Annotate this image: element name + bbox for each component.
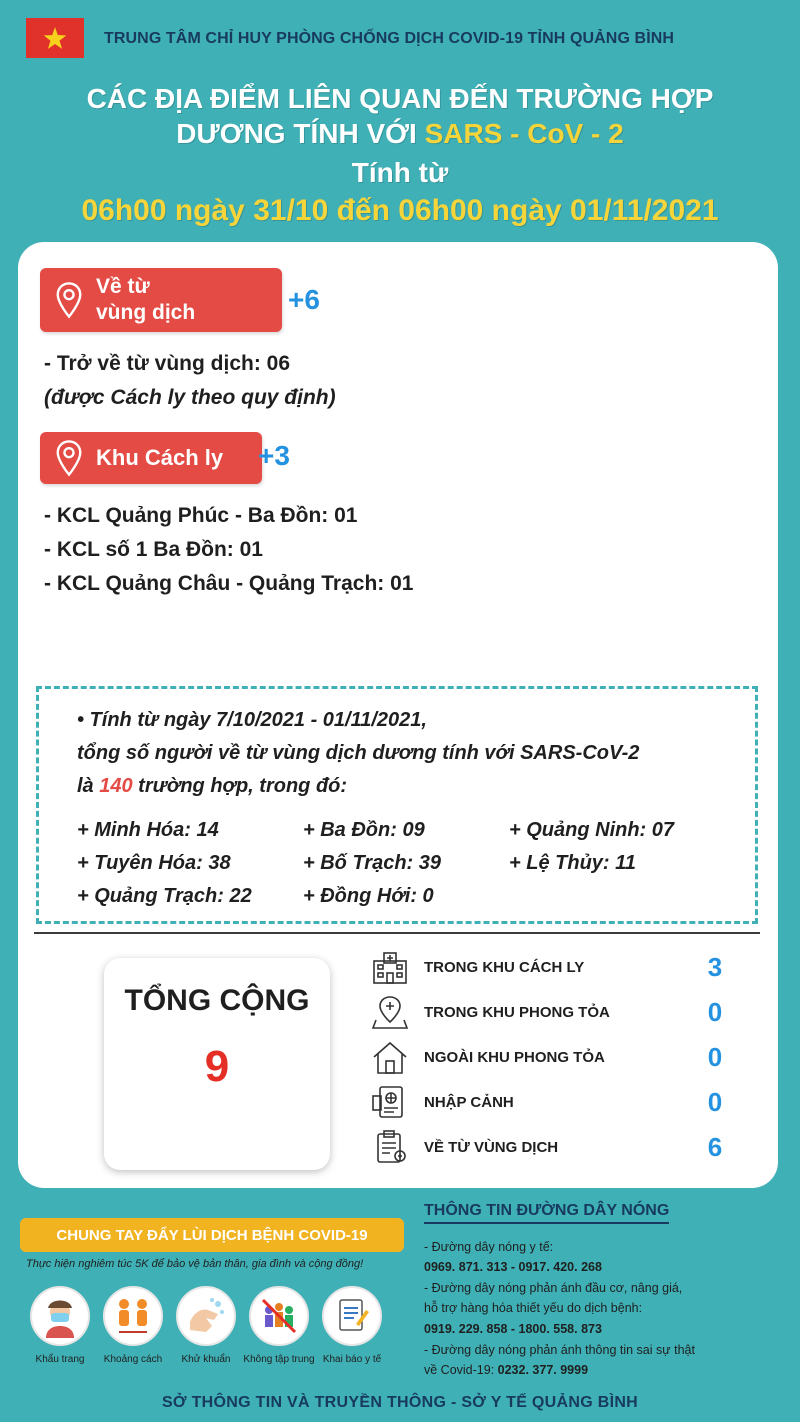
stat-row: [370, 1038, 730, 1076]
distance-icon: [103, 1286, 163, 1346]
hotline-line: hỗ trợ hàng hóa thiết yếu do dịch bệnh:: [424, 1301, 643, 1315]
passport-icon: [370, 1084, 410, 1120]
main-card: [18, 242, 778, 1188]
list-item: - KCL số 1 Ba Đồn: 01: [44, 538, 263, 561]
tag-quarantine: Khu Cách ly: [40, 432, 262, 484]
stat-value: 0: [707, 996, 723, 1027]
hand-wash-icon: [176, 1286, 236, 1346]
district-item: + Bố Trạch: 39: [303, 852, 442, 874]
from-epidemic-count: +6: [288, 284, 320, 315]
hotline-line: về Covid-19: 0232. 377. 9999: [424, 1363, 589, 1377]
district-item: + Quảng Trạch: 22: [77, 885, 252, 907]
divider: [34, 932, 760, 934]
headline-line-3: Tính từ: [351, 157, 449, 188]
campaign-item-label: Không tập trung: [243, 1354, 315, 1365]
summary-line: tổng số người về từ vùng dịch dương tính với SARS-CoV-2: [77, 742, 640, 764]
stat-row: [370, 1128, 730, 1166]
hotline-number: 0232. 377. 9999: [497, 1363, 589, 1377]
district-item: + Tuyên Hóa: 38: [77, 852, 231, 874]
summary-box: [36, 686, 758, 924]
stat-label: TRONG KHU CÁCH LY: [424, 958, 585, 976]
hotline-number: 0919. 229. 858 - 1800. 558. 873: [424, 1322, 602, 1336]
list-item: - KCL Quảng Phúc - Ba Đồn: 01: [44, 504, 358, 527]
hotline-line: - Đường dây nóng y tế:: [424, 1240, 554, 1254]
hotline-title: THÔNG TIN ĐƯỜNG DÂY NÓNG: [424, 1202, 669, 1224]
stat-value: 6: [707, 1131, 723, 1162]
headline-line-1: CÁC ĐỊA ĐIỂM LIÊN QUAN ĐẾN TRƯỜNG HỢP: [86, 83, 714, 114]
district-item: + Đồng Hới: 0: [303, 885, 434, 907]
virus-name: SARS - CoV - 2: [424, 118, 624, 149]
hotline-number: 0969. 871. 313 - 0917. 420. 268: [424, 1260, 602, 1274]
house-icon: [370, 1039, 410, 1075]
stat-label: NHẬP CẢNH: [424, 1093, 514, 1111]
footer-credit: SỞ THÔNG TIN VÀ TRUYỀN THÔNG - SỞ Y TẾ QUẢNG BÌNH: [161, 1394, 639, 1411]
stat-row: [370, 948, 730, 986]
district-item: + Minh Hóa: 14: [77, 819, 219, 841]
total-box: [104, 958, 330, 1170]
stat-label: NGOÀI KHU PHONG TỎA: [424, 1048, 605, 1066]
district-item: + Quảng Ninh: 07: [509, 819, 675, 841]
no-gathering-icon: [249, 1286, 309, 1346]
hospital-icon: [370, 949, 410, 985]
campaign-banner: CHUNG TAY ĐẨY LÙI DỊCH BỆNH COVID-19: [20, 1218, 404, 1252]
face-mask-icon: [30, 1286, 90, 1346]
location-pin-icon: [54, 439, 84, 477]
map-pin-icon: [370, 994, 410, 1030]
stat-value: 3: [707, 951, 723, 982]
list-item: - KCL Quảng Châu - Quảng Trạch: 01: [44, 572, 414, 595]
campaign-note: Thực hiện nghiêm túc 5K để bảo vệ bản thân, gia đình và cộng đồng!: [26, 1258, 364, 1270]
total-value: 9: [204, 1042, 230, 1091]
stat-label: VỀ TỪ VÙNG DỊCH: [424, 1138, 559, 1156]
quarantine-count: +3: [258, 440, 290, 471]
organization-name: TRUNG TÂM CHỈ HUY PHÒNG CHỐNG DỊCH COVID-19 TỈNH QUẢNG BÌNH: [104, 30, 675, 47]
campaign-item-label: Khử khuẩn: [181, 1354, 231, 1365]
stat-value: 0: [707, 1041, 723, 1072]
campaign-item-label: Khoảng cách: [103, 1354, 163, 1365]
vietnam-flag-icon: [26, 18, 84, 58]
hotline-line: - Đường dây nóng phản ánh đầu cơ, nâng giá,: [424, 1281, 683, 1295]
total-count-140: 140: [99, 775, 133, 797]
stat-value: 0: [707, 1086, 723, 1117]
campaign-item-label: Khai báo y tế: [322, 1354, 382, 1365]
quarantine-note: (được Cách ly theo quy định): [44, 386, 336, 409]
summary-line: là 140 trường hợp, trong đó:: [77, 775, 348, 797]
headline-line-2: DƯƠNG TÍNH VỚI SARS - CoV - 2: [176, 118, 624, 149]
clipboard-icon: [370, 1129, 410, 1165]
location-pin-icon: [54, 281, 84, 319]
date-range: 06h00 ngày 31/10 đến 06h00 ngày 01/11/2021: [81, 194, 719, 227]
health-declaration-icon: [322, 1286, 382, 1346]
campaign-item-label: Khẩu trang: [35, 1354, 85, 1365]
summary-line: • Tính từ ngày 7/10/2021 - 01/11/2021,: [77, 709, 427, 731]
stat-label: TRONG KHU PHONG TỎA: [424, 1003, 610, 1021]
list-item: - Trở về từ vùng dịch: 06: [44, 352, 291, 375]
district-item: + Ba Đồn: 09: [303, 819, 425, 841]
tag-from-epidemic: Về từ vùng dịch: [40, 268, 282, 332]
district-item: + Lệ Thủy: 11: [509, 852, 636, 874]
stat-row: [370, 1083, 730, 1121]
hotline-line: - Đường dây nóng phản ánh thông tin sai sự thật: [424, 1343, 695, 1357]
total-label: TỔNG CỘNG: [124, 984, 310, 1017]
stat-row: [370, 993, 730, 1031]
